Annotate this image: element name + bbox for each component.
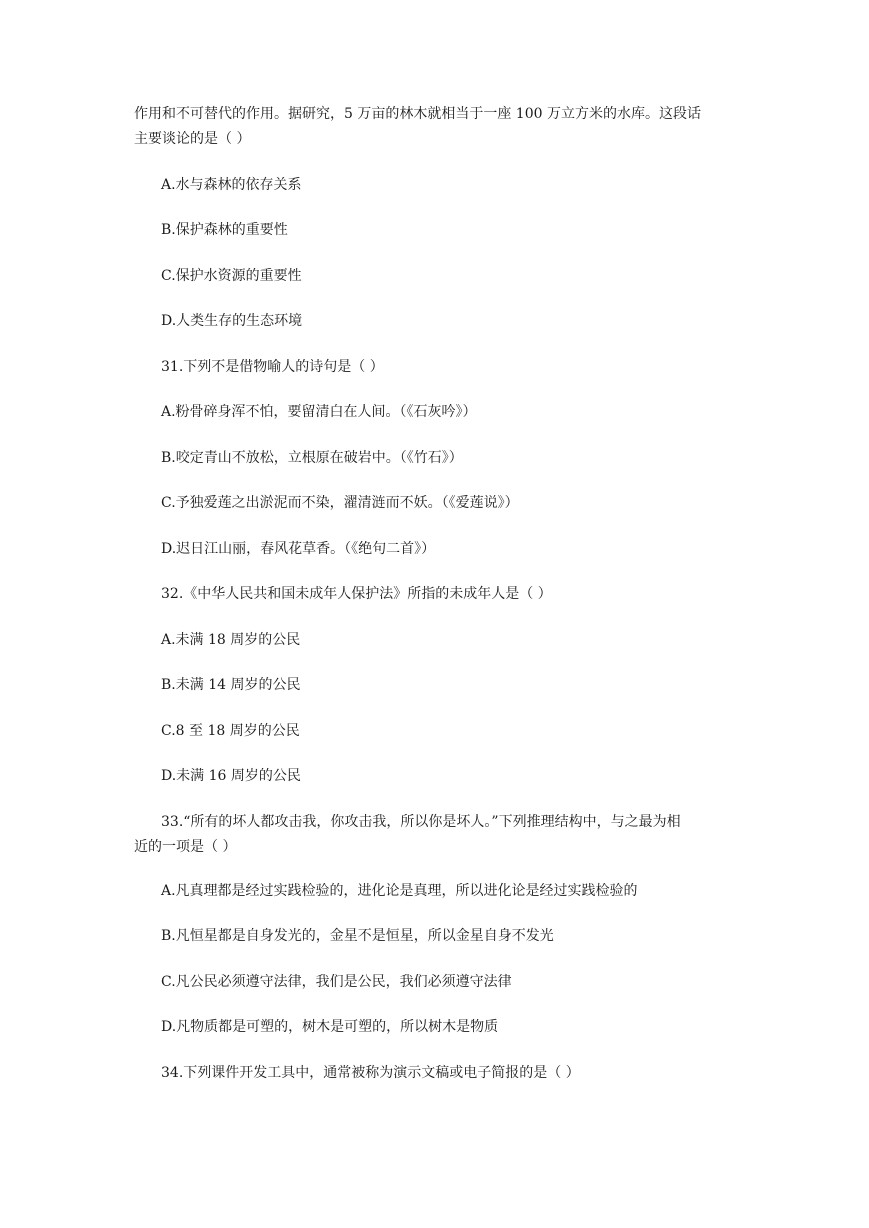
q30-option-d: D.人类生存的生态环境 xyxy=(161,313,303,329)
q33-option-d: D.凡物质都是可塑的，树木是可塑的，所以树木是物质 xyxy=(161,1019,499,1035)
q31-stem: 31.下列不是借物喻人的诗句是（ ） xyxy=(161,359,384,375)
q32-stem: 32.《中华人民共和国未成年人保护法》所指的未成年人是（ ） xyxy=(161,586,552,602)
q33-option-c: C.凡公民必须遵守法律，我们是公民，我们必须遵守法律 xyxy=(161,974,512,990)
q32-option-d: D.未满 16 周岁的公民 xyxy=(161,768,301,784)
q30-text-line-2: 主要谈论的是（ ） xyxy=(134,131,251,147)
q31-option-d: D.迟日江山丽，春风花草香。（《绝句二首》） xyxy=(161,541,436,557)
q33-stem-line-2: 近的一项是（ ） xyxy=(134,839,237,855)
q31-option-a: A.粉骨碎身浑不怕，要留清白在人间。（《石灰吟》） xyxy=(161,404,477,420)
q30-option-b: B.保护森林的重要性 xyxy=(161,222,288,238)
q34-stem: 34.下列课件开发工具中，通常被称为演示文稿或电子简报的是（ ） xyxy=(161,1065,580,1081)
q31-option-b: B.咬定青山不放松，立根原在破岩中。（《竹石》） xyxy=(161,450,463,466)
q30-text-line-1: 作用和不可替代的作用。据研究，5 万亩的林木就相当于一座 100 万立方米的水库。这段话 xyxy=(134,106,701,122)
q32-option-b: B.未满 14 周岁的公民 xyxy=(161,677,301,693)
q32-option-a: A.未满 18 周岁的公民 xyxy=(161,632,301,648)
q30-option-c: C.保护水资源的重要性 xyxy=(161,268,302,284)
q30-option-a: A.水与森林的依存关系 xyxy=(161,177,302,193)
q31-option-c: C.予独爱莲之出淤泥而不染，濯清涟而不妖。（《爱莲说》） xyxy=(161,495,519,511)
q32-option-c: C.8 至 18 周岁的公民 xyxy=(161,723,300,739)
q33-option-a: A.凡真理都是经过实践检验的，进化论是真理，所以进化论是经过实践检验的 xyxy=(161,883,638,899)
q33-option-b: B.凡恒星都是自身发光的，金星不是恒星，所以金星自身不发光 xyxy=(161,928,554,944)
q33-stem-line-1: 33.“所有的坏人都攻击我，你攻击我，所以你是坏人。”下列推理结构中，与之最为相 xyxy=(161,814,681,830)
